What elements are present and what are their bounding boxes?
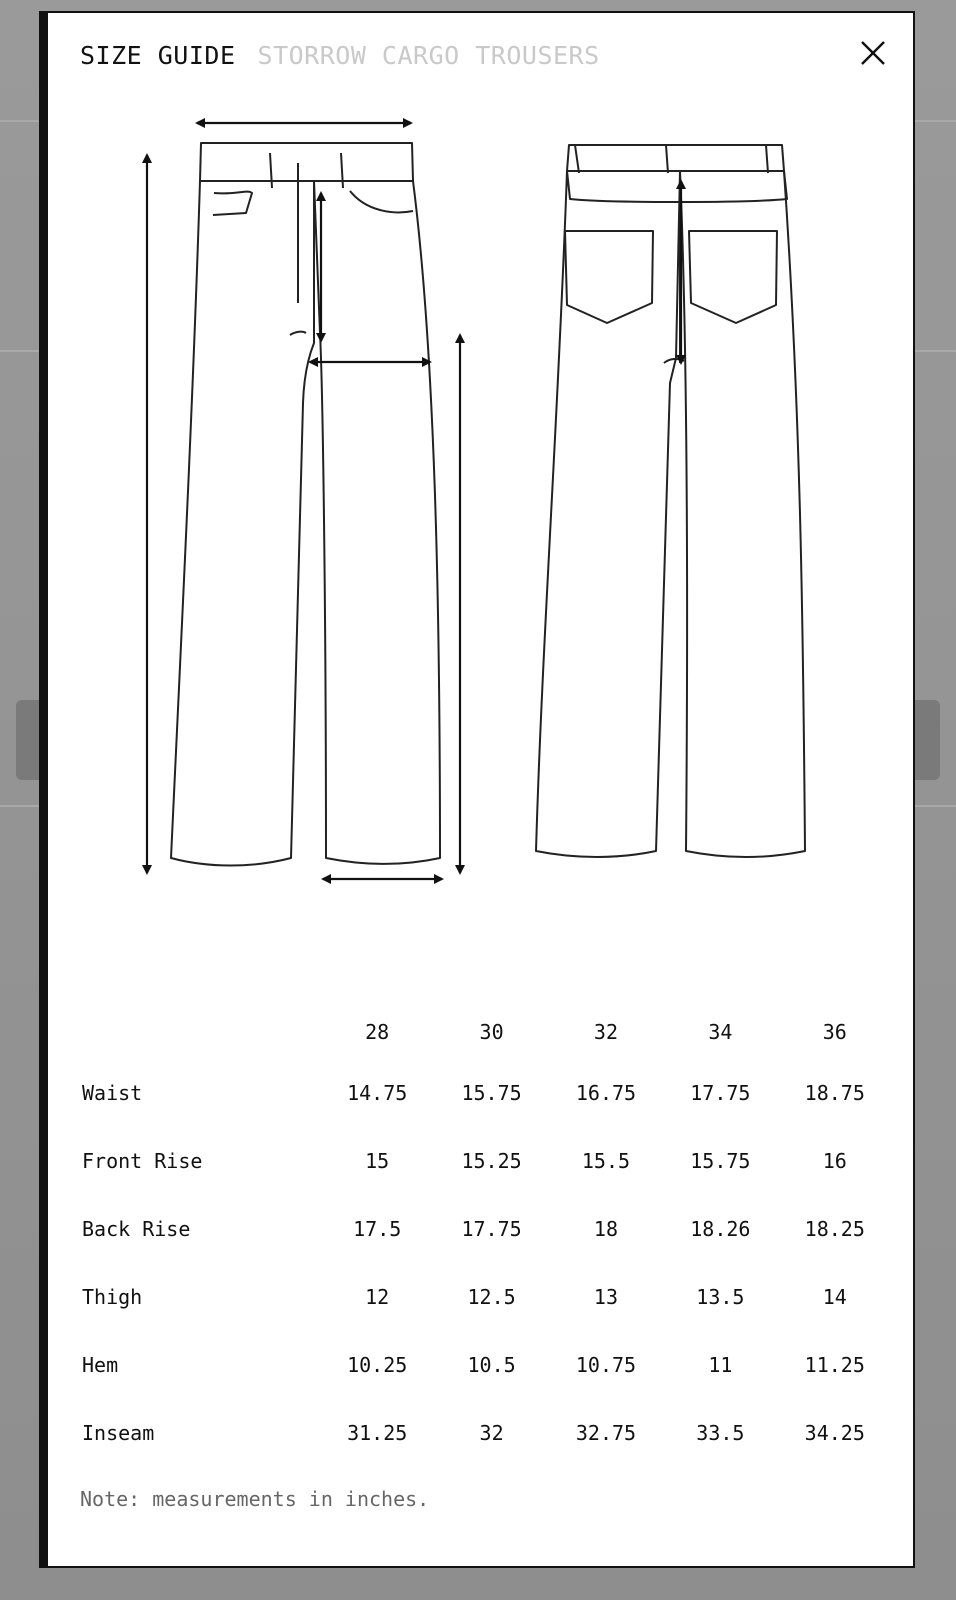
measurement-value: 15 [365, 1149, 390, 1173]
product-name: STORROW CARGO TROUSERS [257, 41, 600, 70]
measurement-value: 10.5 [467, 1353, 516, 1377]
measurement-value: 32.75 [575, 1421, 637, 1445]
measurement-value: 31.25 [347, 1421, 408, 1445]
measurement-value: 12 [365, 1285, 390, 1309]
measurement-row-inseam [72, 1399, 892, 1467]
size-chart-table [72, 1005, 892, 1467]
measurement-row-front-rise [72, 1127, 892, 1195]
measurement-value: 32 [479, 1421, 504, 1445]
close-button[interactable] [859, 39, 887, 67]
size-header: 30 [479, 1020, 504, 1044]
measurement-value: 16 [822, 1149, 847, 1173]
measurement-value: 11.25 [804, 1353, 865, 1377]
trousers-diagram [48, 103, 924, 923]
measurement-label: Back Rise [82, 1217, 191, 1241]
measurement-label: Hem [82, 1353, 119, 1377]
empty-header-cell [72, 1005, 320, 1059]
measurement-value: 16.75 [575, 1081, 637, 1105]
measurement-row-thigh [72, 1263, 892, 1331]
measurement-value: 17.5 [353, 1217, 402, 1241]
measurement-value: 18.75 [804, 1081, 865, 1105]
size-header: 36 [822, 1020, 847, 1044]
close-icon [859, 39, 887, 67]
measurement-value: 17.75 [461, 1217, 522, 1241]
measurement-value: 14.75 [347, 1081, 408, 1105]
measurement-value: 13.5 [696, 1285, 745, 1309]
trousers-front-icon [171, 143, 440, 866]
measurement-note: Note: measurements in inches. [80, 1487, 430, 1511]
measurement-value: 15.25 [461, 1149, 522, 1173]
measurement-label: Inseam [82, 1421, 155, 1445]
measurement-row-back-rise [72, 1195, 892, 1263]
measurement-row-waist [72, 1059, 892, 1127]
measurement-value: 12.5 [467, 1285, 516, 1309]
measurement-value: 15.75 [461, 1081, 522, 1105]
size-header: 28 [365, 1020, 390, 1044]
measurement-label: Front Rise [82, 1149, 203, 1173]
size-guide-modal [39, 11, 915, 1568]
measurement-value: 17.75 [690, 1081, 751, 1105]
measurement-value: 18 [593, 1217, 619, 1241]
size-header-row [72, 1005, 892, 1059]
measurement-value: 34.25 [804, 1421, 865, 1445]
measurement-label: Waist [82, 1081, 143, 1105]
size-header: 34 [708, 1020, 733, 1044]
measurement-arrows [147, 123, 681, 879]
size-header: 32 [593, 1020, 619, 1044]
measurement-value: 10.75 [575, 1353, 637, 1377]
measurement-value: 13 [593, 1285, 619, 1309]
measurement-value: 11 [708, 1353, 733, 1377]
measurement-label: Thigh [82, 1285, 143, 1309]
measurement-value: 15.75 [690, 1149, 751, 1173]
measurement-value: 33.5 [696, 1421, 745, 1445]
measurement-value: 18.25 [804, 1217, 865, 1241]
trousers-back-icon [536, 145, 805, 857]
measurement-value: 14 [822, 1285, 847, 1309]
measurement-row-hem [72, 1331, 892, 1399]
measurement-value: 10.25 [347, 1353, 408, 1377]
modal-header [80, 41, 600, 70]
modal-title: SIZE GUIDE [80, 41, 236, 70]
measurement-value: 15.5 [581, 1149, 631, 1173]
measurement-value: 18.26 [690, 1217, 751, 1241]
